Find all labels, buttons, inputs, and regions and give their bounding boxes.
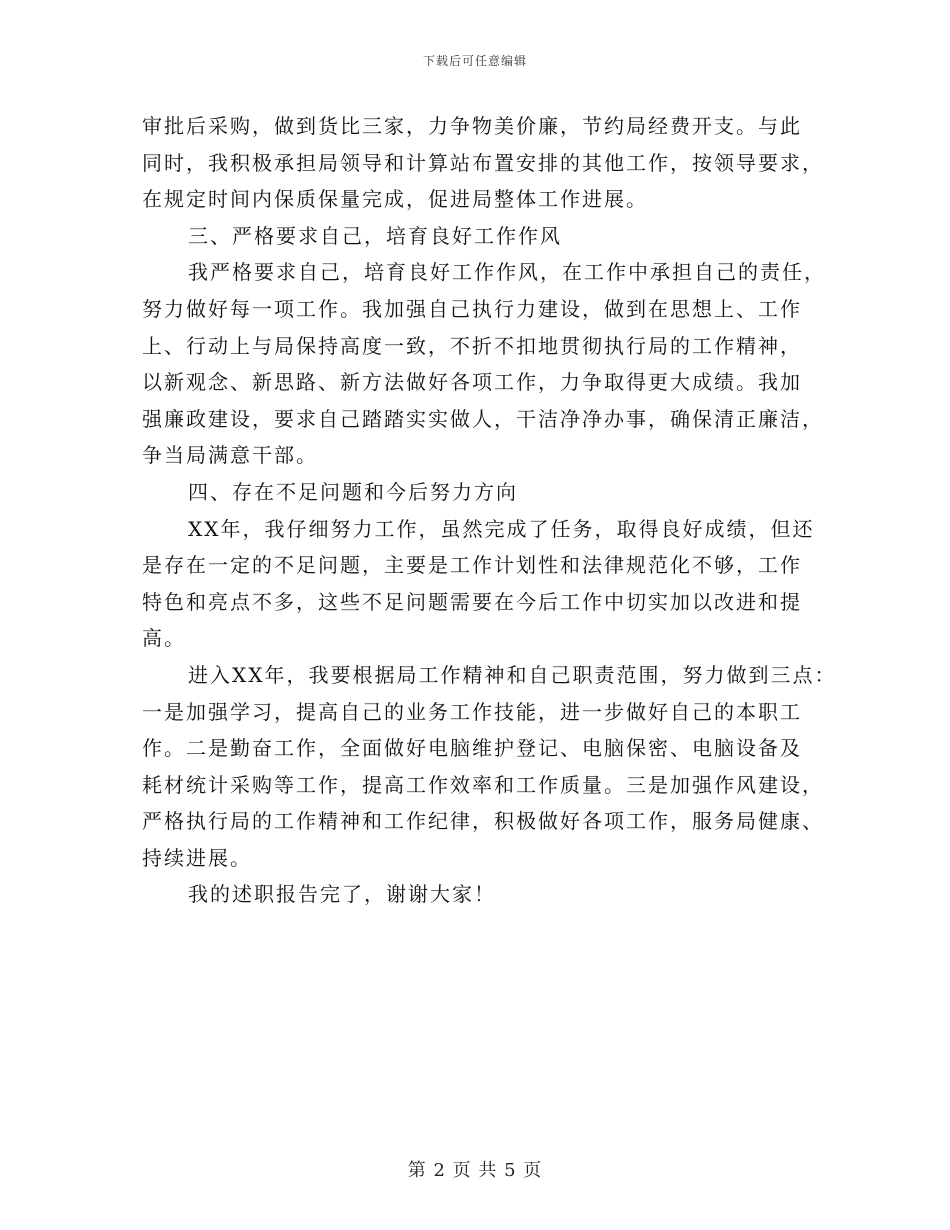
body-line: 作。二是勤奋工作，全面做好电脑维护登记、电脑保密、电脑设备及 [142,736,802,761]
page-number: 第 2 页 共 5 页 [407,1160,543,1181]
body-line: 以新观念、新思路、新方法做好各项工作，力争取得更大成绩。我加 [142,370,802,395]
body-line: 高。 [142,626,186,651]
body-line: 一是加强学习，提高自己的业务工作技能，进一步做好自己的本职工 [142,699,802,724]
section-heading: 四、存在不足问题和今后努力方向 [188,479,518,504]
closing-line: 我的述职报告完了，谢谢大家！ [188,882,496,907]
page-header: 下载后可任意编辑 [422,54,527,68]
body-line: XX年，我仔细努力工作，虽然完成了任务，取得良好成绩，但还 [188,516,815,541]
body-line: 耗材统计采购等工作，提高工作效率和工作质量。三是加强作风建设， [142,772,824,797]
body-line: 我严格要求自己，培育良好工作作风，在工作中承担自己的责任， [188,260,826,285]
body-line: 强廉政建设，要求自己踏踏实实做人，干洁净净办事，确保清正廉洁， [142,406,824,431]
body-line: 上、行动上与局保持高度一致，不折不扣地贯彻执行局的工作精神， [142,333,802,358]
body-line: 在规定时间内保质保量完成，促进局整体工作进展。 [142,187,648,212]
body-line: 严格执行局的工作精神和工作纪律，积极做好各项工作，服务局健康、 [142,809,824,834]
body-line: 特色和亮点不多，这些不足问题需要在今后工作中切实加以改进和提 [142,589,802,614]
body-line: 争当局满意干部。 [142,443,318,468]
section-heading: 三、严格要求自己，培育良好工作作风 [188,223,562,248]
body-line: 持续进展。 [142,845,252,870]
body-line: 审批后采购，做到货比三家，力争物美价廉，节约局经费开支。与此 [142,114,802,138]
body-line: 同时，我积极承担局领导和计算站布置安排的其他工作，按领导要求， [142,150,824,175]
document-body [142,108,837,913]
body-line: 进入XX年，我要根据局工作精神和自己职责范围，努力做到三点： [188,662,837,687]
body-line: 努力做好每一项工作。我加强自己执行力建设，做到在思想上、工作 [142,296,802,321]
body-line: 是存在一定的不足问题，主要是工作计划性和法律规范化不够，工作 [142,553,802,578]
